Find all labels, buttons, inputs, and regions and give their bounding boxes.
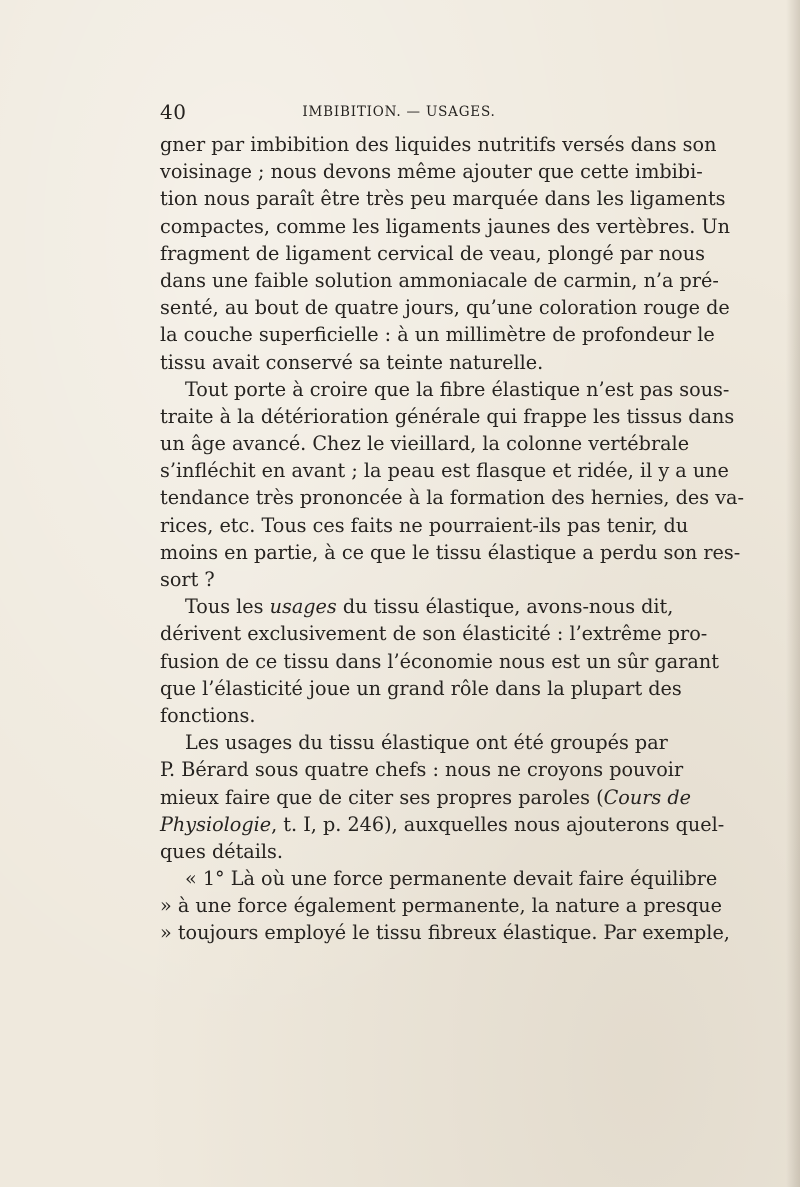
text-line: la couche superficielle : à un millimètre de profondeur le [160, 323, 715, 347]
text-line: Les usages du tissu élastique ont été groupés par [185, 731, 668, 755]
running-title: IMBIBITION. — USAGES. [302, 104, 496, 120]
italic-title: Cours de [603, 785, 691, 809]
italic-word: usages [269, 595, 337, 619]
text-line: rices, etc. Tous ces faits ne pourraient-ils pas tenir, du [160, 513, 689, 537]
text-line: » toujours employé le tissu fibreux élastique. Par exemple, [160, 921, 730, 945]
text-line: ques détails. [160, 839, 283, 863]
text-line: tissu avait conservé sa teinte naturelle. [160, 350, 544, 374]
text-line: gner par imbibition des liquides nutritifs versés dans son [160, 133, 717, 156]
text-line: mieux faire que de citer ses propres paroles (Cours de [160, 785, 691, 809]
text-line: que l’élasticité joue un grand rôle dans la plupart des [160, 676, 682, 700]
text-line: s’infléchit en avant ; la peau est flasque et ridée, il y a une [160, 459, 729, 483]
text-line: Tous les usages du tissu élastique, avons-nous dit, [185, 595, 674, 619]
text-line: dans une faible solution ammoniacale de carmin, n’a pré- [160, 268, 719, 292]
text-line: « 1° Là où une force permanente devait faire équilibre [185, 867, 718, 891]
text-line: un âge avancé. Chez le vieillard, la colonne vertébrale [160, 432, 690, 456]
text-line: fragment de ligament cervical de veau, plongé par nous [160, 241, 705, 265]
text-line: senté, au bout de quatre jours, qu’une coloration rouge de [160, 296, 730, 320]
text-line: » à une force également permanente, la nature a presque [160, 894, 722, 918]
italic-title: Physiologie [160, 812, 272, 836]
text-line: dérivent exclusivement de son élasticité : l’extrême pro- [160, 622, 708, 646]
page-number: 40 [160, 100, 187, 124]
text-line: tion nous paraît être très peu marquée dans les ligaments [160, 187, 726, 211]
body-text [160, 131, 744, 947]
text-line: sort ? [160, 568, 215, 591]
text-line: Physiologie, t. I, p. 246), auxquelles nous ajouterons quel- [160, 812, 725, 836]
text-line: moins en partie, à ce que le tissu élastique a perdu son res- [160, 540, 741, 564]
text-line: voisinage ; nous devons même ajouter que cette imbibi- [160, 160, 703, 184]
page-edge-shadow [786, 0, 800, 1187]
text-line: compactes, comme les ligaments jaunes des vertèbres. Un [160, 214, 731, 238]
text-line: P. Bérard sous quatre chefs : nous ne croyons pouvoir [160, 758, 684, 782]
text-line: Tout porte à croire que la fibre élastique n’est pas sous- [185, 377, 730, 401]
text-line: fonctions. [160, 703, 256, 727]
text-line: fusion de ce tissu dans l’économie nous est un sûr garant [160, 649, 719, 673]
text-line: tendance très prononcée à la formation des hernies, des va- [160, 486, 744, 510]
text-line: traite à la détérioration générale qui frappe les tissus dans [160, 404, 735, 428]
page-header [160, 97, 638, 127]
